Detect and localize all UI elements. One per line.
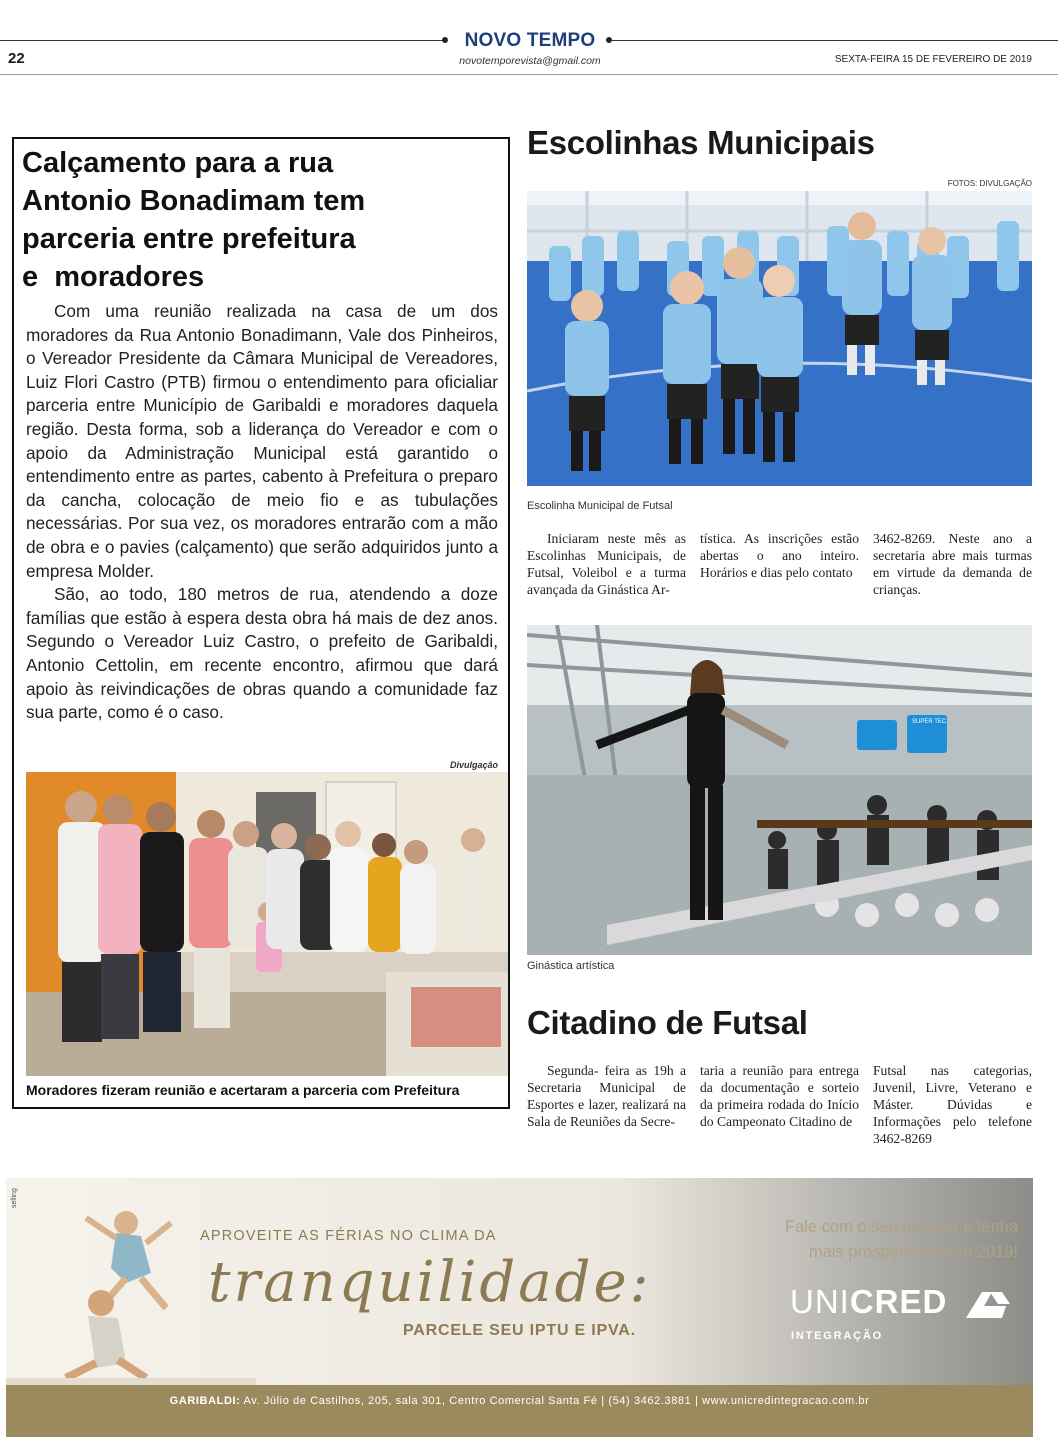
header-dot-right (606, 37, 612, 43)
ad-footer-text[interactable] (6, 1395, 1033, 1407)
page-number: 22 (8, 50, 25, 67)
article-paragraph: Com uma reunião realizada na casa de um dos moradores da Rua Antonio Bonadimann, Vale dos Pinheiros, o Vereador Presidente da Câmara Municipal de Vereadores, Luiz Flori Castro (PTB) firmou o entendimento para oficialiar parceria entre Município de Garibaldi e moradores daquela região. Desta forma, sob a liderança do Vereador e com o apoio da Administração Municipal está garantido o entendimento entre as partes, cabento à Prefeitura o preparo da cancha, colocação de meio fio e as tubulações necessárias. Por sua vez, os moradores entrarão com a mão de obra e o pavies (calçamento) que serão adquiridos junto a empresa Molder. (26, 301, 498, 581)
header-email[interactable]: novotemporevista@gmail.com (459, 55, 601, 67)
citadino-text (527, 1062, 1032, 1147)
article-headline (22, 144, 442, 296)
ad-footer-address: Av. Júlio de Castilhos, 205, sala 301, Centro Comercial Santa Fé | (54) 3462.3881 | www.unicredintegracao.com.br (243, 1395, 870, 1407)
headline-line: Antonio Bonadimam tem (22, 185, 366, 217)
text-column: Iniciaram neste mês as Escolinhas Municipais, de Futsal, Voleibol e a turma avançada da Ginástica Ar- (527, 531, 686, 597)
tank-label: SUPER TEC (912, 719, 947, 725)
ad-tagline: APROVEITE AS FÉRIAS NO CLIMA DA (200, 1228, 497, 1244)
futsal-kids-photo (527, 191, 1032, 486)
ad-agency-tag: selling (11, 1188, 18, 1208)
article-body (26, 300, 498, 725)
logo-part: UNI (790, 1283, 850, 1320)
text-column: Futsal nas categorias, Juvenil, Livre, Veterano e Máster. Dúvidas e Informações pelo telefone 3462-8269 (873, 1063, 1032, 1146)
header-divider (0, 74, 1058, 75)
section-title-citadino: Citadino de Futsal (527, 1004, 808, 1041)
photo-caption: Moradores fizeram reunião e acertaram a parceria com Prefeitura (26, 1082, 460, 1098)
photo-caption-futsal: Escolinha Municipal de Futsal (527, 500, 673, 512)
unicred-logo[interactable] (790, 1283, 947, 1321)
photo-caption-gymnastics: Ginástica artística (527, 960, 615, 972)
ad-right-line: mais prosperidade em 2019! (808, 1243, 1018, 1261)
issue-date: SEXTA-FEIRA 15 DE FEVEREIRO DE 2019 (834, 54, 1032, 65)
unicred-arrow-icon (962, 1288, 1010, 1320)
unicred-subbrand: INTEGRAÇÃO (791, 1330, 883, 1342)
article-paragraph: São, ao todo, 180 metros de rua, atendendo a doze famílias que estão à espera desta obra há mais de dez anos. Segundo o Vereador Luiz Castro, o prefeito de Garibaldi, Antonio Cettolin, em recente encontro, afirmou que dará apoio às reivindicações de obras quando a comunidade faz sua parte, como é o caso. (26, 584, 498, 723)
text-column: tística. As inscrições estão abertas o ano inteiro. Horários e dias pelo contato (700, 531, 859, 580)
header-rule-left (0, 40, 447, 41)
headline-line: parceria entre prefeitura (22, 223, 356, 255)
gymnastics-photo (527, 625, 1032, 955)
ad-subline: PARCELE SEU IPTU E IPVA. (403, 1322, 636, 1339)
header-dot-left (442, 37, 448, 43)
logo-part: CRED (849, 1283, 948, 1320)
residents-meeting-photo (26, 772, 508, 1076)
headline-line: Calçamento para a rua (22, 147, 334, 179)
headline-line: e moradores (22, 261, 205, 293)
ad-script-word: tranquilidade: (208, 1250, 652, 1315)
text-column: Segunda- feira as 19h a Secretaria Municipal de Esportes e lazer, realizará na Sala de Reuniões da Secre- (527, 1063, 686, 1129)
photo-credit: Divulgação (449, 760, 498, 770)
gymnastics-photo-illustration (527, 625, 1032, 955)
text-column: 3462-8269. Neste ano a secretaria abre mais turmas em virtude da demanda de crianças. (873, 531, 1032, 597)
ad-right-line: Fale com o seu gerente e tenha (785, 1218, 1018, 1236)
ad-right-message (740, 1215, 1018, 1265)
photo-credit-right: FOTOS: DIVULGAÇÃO (947, 179, 1032, 188)
masthead: NOVO TEMPO (464, 30, 596, 51)
section-title-escolinhas: Escolinhas Municipais (527, 124, 875, 161)
escolinhas-text (527, 530, 1032, 598)
futsal-photo-illustration (527, 191, 1032, 486)
ad-footer-city: GARIBALDI: (169, 1395, 241, 1407)
text-column: taria a reunião para entrega da documentação e sorteio da primeira rodada do Início do Campeonato Citadino de (700, 1063, 859, 1129)
ad-footer-bar (6, 1385, 1033, 1437)
residents-photo-illustration (26, 772, 508, 1076)
header-rule-right (612, 40, 1058, 41)
